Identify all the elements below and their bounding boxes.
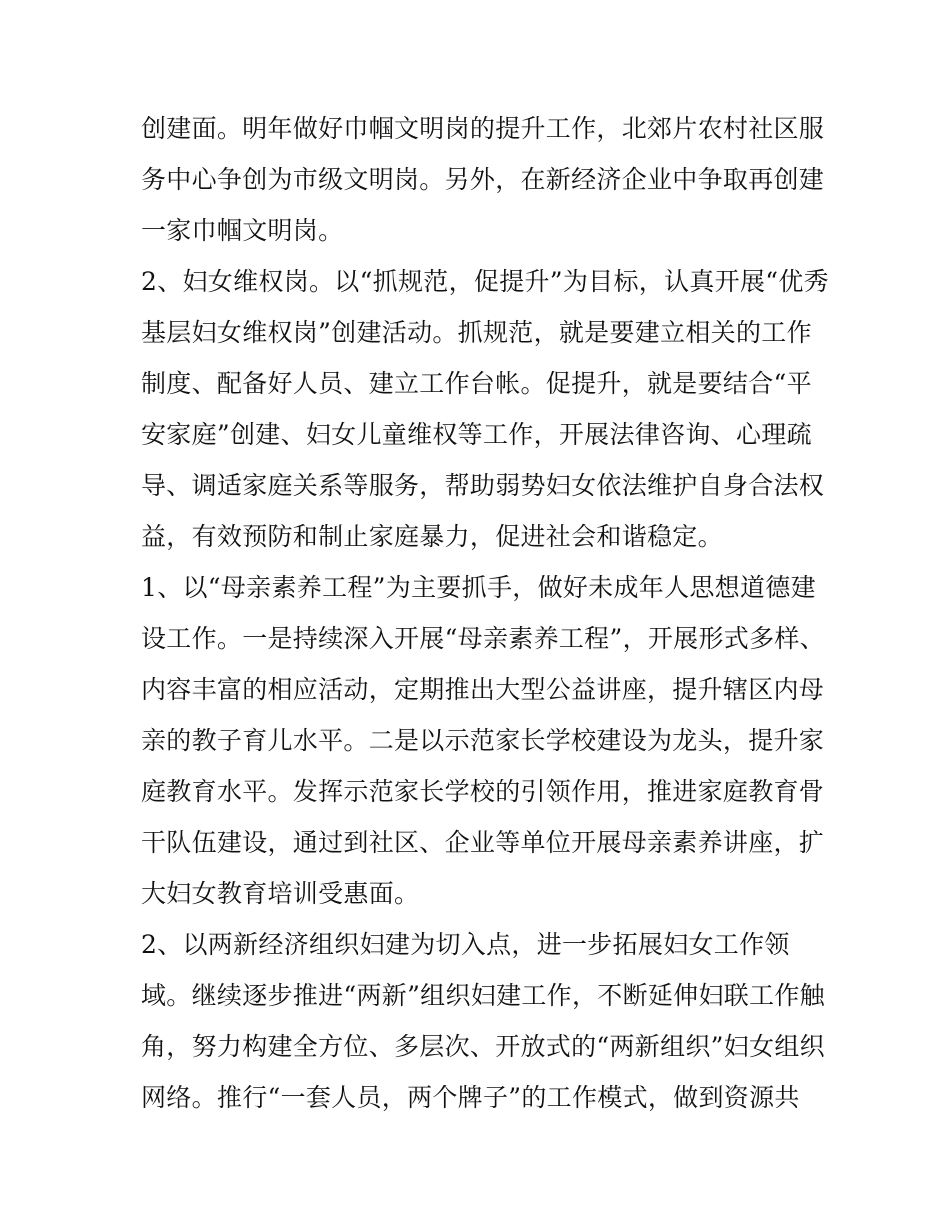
text-line: 角，努力构建全方位、多层次、开放式的“两新组织”妇女组织 [141, 1032, 825, 1061]
text-line: 庭教育水平。发挥示范家长学校的引领作用，推进家庭教育骨 [141, 777, 825, 806]
text-line: 2、妇女维权岗。以“抓规范，促提升”为目标，认真开展“优秀 [141, 267, 829, 296]
text-line: 基层妇女维权岗”创建活动。抓规范，就是要建立相关的工作 [141, 318, 812, 347]
text-line: 设工作。一是持续深入开展“母亲素养工程”，开展形式多样、 [141, 624, 825, 653]
text-line: 导、调适家庭关系等服务，帮助弱势妇女依法维护自身合法权 [141, 471, 825, 500]
text-line: 域。继续逐步推进“两新”组织妇建工作，不断延伸妇联工作触 [141, 981, 825, 1010]
body-text [141, 103, 829, 1123]
text-line: 干队伍建设，通过到社区、企业等单位开展母亲素养讲座，扩 [141, 828, 825, 857]
text-line: 1、以“母亲素养工程”为主要抓手，做好未成年人思想道德建 [141, 573, 816, 602]
text-line: 网络。推行“一套人员，两个牌子”的工作模式，做到资源共 [141, 1083, 800, 1112]
text-line: 大妇女教育培训受惠面。 [141, 879, 420, 908]
text-line: 创建面。明年做好巾帼文明岗的提升工作，北郊片农村社区服 [141, 114, 825, 143]
text-line: 安家庭”创建、妇女儿童维权等工作，开展法律咨询、心理疏 [141, 420, 812, 449]
text-line: 制度、配备好人员、建立工作台帐。促提升，就是要结合“平 [141, 369, 812, 398]
text-line: 务中心争创为市级文明岗。另外，在新经济企业中争取再创建 [141, 165, 825, 194]
text-line: 2、以两新经济组织妇建为切入点，进一步拓展妇女工作领 [141, 930, 790, 959]
text-line: 亲的教子育儿水平。二是以示范家长学校建设为龙头，提升家 [141, 726, 825, 755]
text-line: 一家巾帼文明岗。 [141, 216, 344, 245]
text-line: 益，有效预防和制止家庭暴力，促进社会和谐稳定。 [141, 522, 723, 551]
text-line: 内容丰富的相应活动，定期推出大型公益讲座，提升辖区内母 [141, 675, 825, 704]
